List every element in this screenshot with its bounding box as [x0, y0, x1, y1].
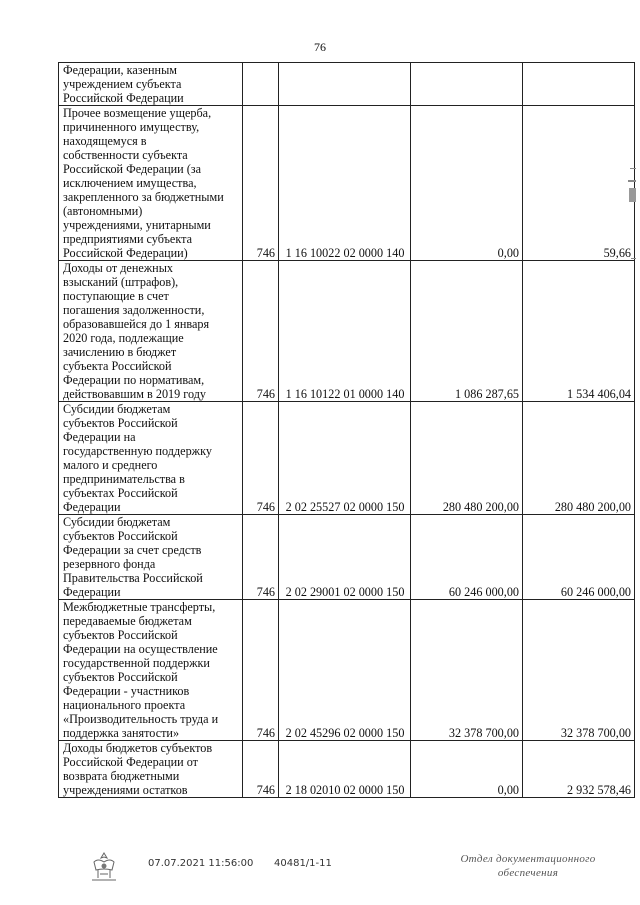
description-line: субъектов Российской	[63, 529, 178, 543]
description-line: исключением имущества,	[63, 176, 197, 190]
emblem-icon	[86, 850, 122, 884]
description-line: резервного фонда	[63, 557, 156, 571]
actual-amount-cell: 2 932 578,46	[523, 741, 635, 798]
description-line: образовавшейся до 1 января	[63, 317, 210, 331]
description-line: Правительства Российской	[63, 571, 203, 585]
admin-code-cell: 746	[243, 515, 279, 600]
description-line: Прочее возмещение ущерба,	[63, 106, 212, 120]
footer-reg-number: 40481/1-11	[274, 858, 332, 869]
page-number: 76	[314, 40, 326, 54]
description-line: учреждением субъекта	[63, 77, 182, 91]
description-line: субъектов Российской	[63, 670, 178, 684]
description-line: предприятиями субъекта	[63, 232, 192, 246]
row-description-cell	[59, 515, 243, 600]
planned-amount-cell: 280 480 200,00	[411, 402, 523, 515]
description-line: взысканий (штрафов),	[63, 275, 179, 289]
scan-edge-mark	[631, 258, 636, 259]
description-line: закрепленного за бюджетными	[63, 190, 224, 204]
description-line: поддержка занятости»	[63, 726, 180, 740]
table-row	[59, 741, 635, 798]
description-line: Федерации	[63, 585, 121, 599]
description-line: государственную поддержку	[63, 444, 212, 458]
admin-code-cell: 746	[243, 402, 279, 515]
classification-code-cell: 2 02 25527 02 0000 150	[279, 402, 411, 515]
planned-amount-cell: 60 246 000,00	[411, 515, 523, 600]
classification-code-cell: 1 16 10122 01 0000 140	[279, 261, 411, 402]
description-line: поступающие в счет	[63, 289, 169, 303]
description-line: Субсидии бюджетам	[63, 515, 171, 529]
admin-code-cell: 746	[243, 106, 279, 261]
classification-code-cell: 2 02 29001 02 0000 150	[279, 515, 411, 600]
description-line: 2020 года, подлежащие	[63, 331, 184, 345]
table-row	[59, 63, 635, 106]
revenue-table	[58, 62, 635, 798]
description-line: (автономными)	[63, 204, 143, 218]
description-line: Федерации на	[63, 430, 136, 444]
classification-code-cell	[279, 63, 411, 106]
description-line: причиненного имуществу,	[63, 120, 200, 134]
description-line: действовавшим в 2019 году	[63, 387, 207, 401]
description-line: Российской Федерации	[63, 91, 184, 105]
stamp-line-1: Отдел документационного	[460, 853, 596, 865]
description-line: зачислению в бюджет	[63, 345, 177, 359]
table-row	[59, 600, 635, 741]
actual-amount-cell: 32 378 700,00	[523, 600, 635, 741]
description-line: субъектов Российской	[63, 628, 178, 642]
description-line: собственности субъекта	[63, 148, 188, 162]
description-line: Федерации по нормативам,	[63, 373, 205, 387]
row-description-cell	[59, 63, 243, 106]
classification-code-cell: 2 02 45296 02 0000 150	[279, 600, 411, 741]
classification-code-cell: 1 16 10022 02 0000 140	[279, 106, 411, 261]
description-line: учреждениями остатков	[63, 783, 188, 797]
department-stamp	[438, 852, 618, 880]
row-description-cell	[59, 261, 243, 402]
description-line: Межбюджетные трансферты,	[63, 600, 216, 614]
row-description-cell	[59, 600, 243, 741]
table-row	[59, 106, 635, 261]
planned-amount-cell: 32 378 700,00	[411, 600, 523, 741]
description-line: государственной поддержки	[63, 656, 210, 670]
table-row	[59, 261, 635, 402]
planned-amount-cell	[411, 63, 523, 106]
description-line: малого и среднего	[63, 458, 158, 472]
description-line: Российской Федерации от	[63, 755, 198, 769]
table-row	[59, 402, 635, 515]
stamp-line-2: обеспечения	[497, 867, 559, 879]
description-line: учреждениями, унитарными	[63, 218, 211, 232]
description-line: возврата бюджетными	[63, 769, 180, 783]
scan-edge-mark	[628, 180, 636, 182]
description-line: передаваемые бюджетам	[63, 614, 192, 628]
planned-amount-cell: 1 086 287,65	[411, 261, 523, 402]
scan-edge-mark	[629, 188, 636, 202]
description-line: Российской Федерации)	[63, 246, 188, 260]
description-line: Федерации за счет средств	[63, 543, 202, 557]
description-line: субъектах Российской	[63, 486, 178, 500]
admin-code-cell	[243, 63, 279, 106]
admin-code-cell: 746	[243, 741, 279, 798]
description-line: Федерации на осуществление	[63, 642, 218, 656]
actual-amount-cell: 60 246 000,00	[523, 515, 635, 600]
row-description-cell	[59, 741, 243, 798]
row-description-cell	[59, 106, 243, 261]
actual-amount-cell: 280 480 200,00	[523, 402, 635, 515]
table-row	[59, 515, 635, 600]
description-line: Субсидии бюджетам	[63, 402, 171, 416]
description-line: Федерации	[63, 500, 121, 514]
description-line: «Производительность труда и	[63, 712, 219, 726]
actual-amount-cell	[523, 63, 635, 106]
actual-amount-cell: 1 534 406,04	[523, 261, 635, 402]
admin-code-cell: 746	[243, 261, 279, 402]
row-description-cell	[59, 402, 243, 515]
classification-code-cell: 2 18 02010 02 0000 150	[279, 741, 411, 798]
planned-amount-cell: 0,00	[411, 106, 523, 261]
actual-amount-cell: 59,66	[523, 106, 635, 261]
admin-code-cell: 746	[243, 600, 279, 741]
scan-edge-mark	[630, 168, 636, 169]
footer-datetime: 07.07.2021 11:56:00	[148, 858, 254, 869]
description-line: Доходы бюджетов субъектов	[63, 741, 213, 755]
description-line: Федерации - участников	[63, 684, 190, 698]
description-line: предпринимательства в	[63, 472, 185, 486]
description-line: субъекта Российской	[63, 359, 172, 373]
description-line: Федерации, казенным	[63, 63, 177, 77]
planned-amount-cell: 0,00	[411, 741, 523, 798]
description-line: национального проекта	[63, 698, 186, 712]
description-line: субъектов Российской	[63, 416, 178, 430]
description-line: Доходы от денежных	[63, 261, 173, 275]
description-line: Российской Федерации (за	[63, 162, 201, 176]
description-line: погашения задолженности,	[63, 303, 205, 317]
description-line: находящемуся в	[63, 134, 147, 148]
